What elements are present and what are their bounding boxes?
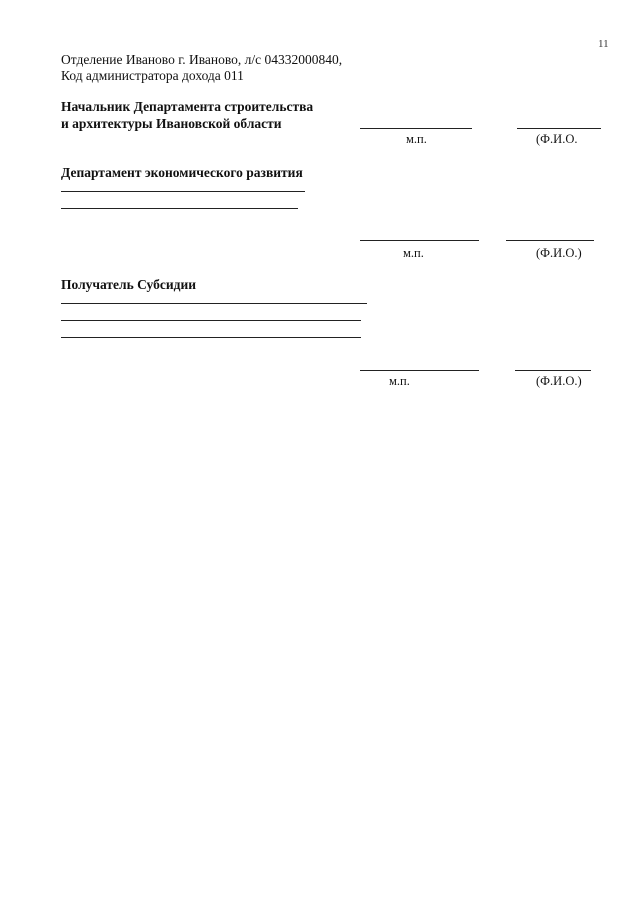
block3-blank-line-2 — [61, 320, 361, 321]
block1-title-line-2: и архитектуры Ивановской области — [61, 116, 282, 131]
block3-fio-line — [515, 370, 591, 371]
header-line-2: Код администратора дохода 011 — [61, 68, 244, 83]
block3-signature-line — [360, 370, 479, 371]
block1-mp-label: м.п. — [406, 132, 427, 146]
block2-fio-label: (Ф.И.О.) — [536, 246, 582, 260]
block3-blank-line-3 — [61, 337, 361, 338]
block1-title-line-1: Начальник Департамента строительства — [61, 99, 314, 114]
block2-blank-line-1 — [61, 191, 305, 192]
block3-blank-line-1 — [61, 303, 367, 304]
block2-blank-line-2 — [61, 208, 298, 209]
block1-fio-line — [517, 128, 601, 129]
block1-fio-label: (Ф.И.О. — [536, 132, 578, 146]
block3-mp-label: м.п. — [389, 374, 410, 388]
block2-title: Департамент экономического развития — [61, 165, 303, 180]
block2-fio-line — [506, 240, 594, 241]
block3-title: Получатель Субсидии — [61, 277, 197, 292]
header-line-1: Отделение Иваново г. Иваново, л/с 04332000840, — [61, 52, 343, 67]
block1-signature-line — [360, 128, 472, 129]
block2-mp-label: м.п. — [403, 246, 424, 260]
block2-signature-line — [360, 240, 479, 241]
block3-fio-label: (Ф.И.О.) — [536, 374, 582, 388]
page-number: 11 — [598, 38, 609, 50]
